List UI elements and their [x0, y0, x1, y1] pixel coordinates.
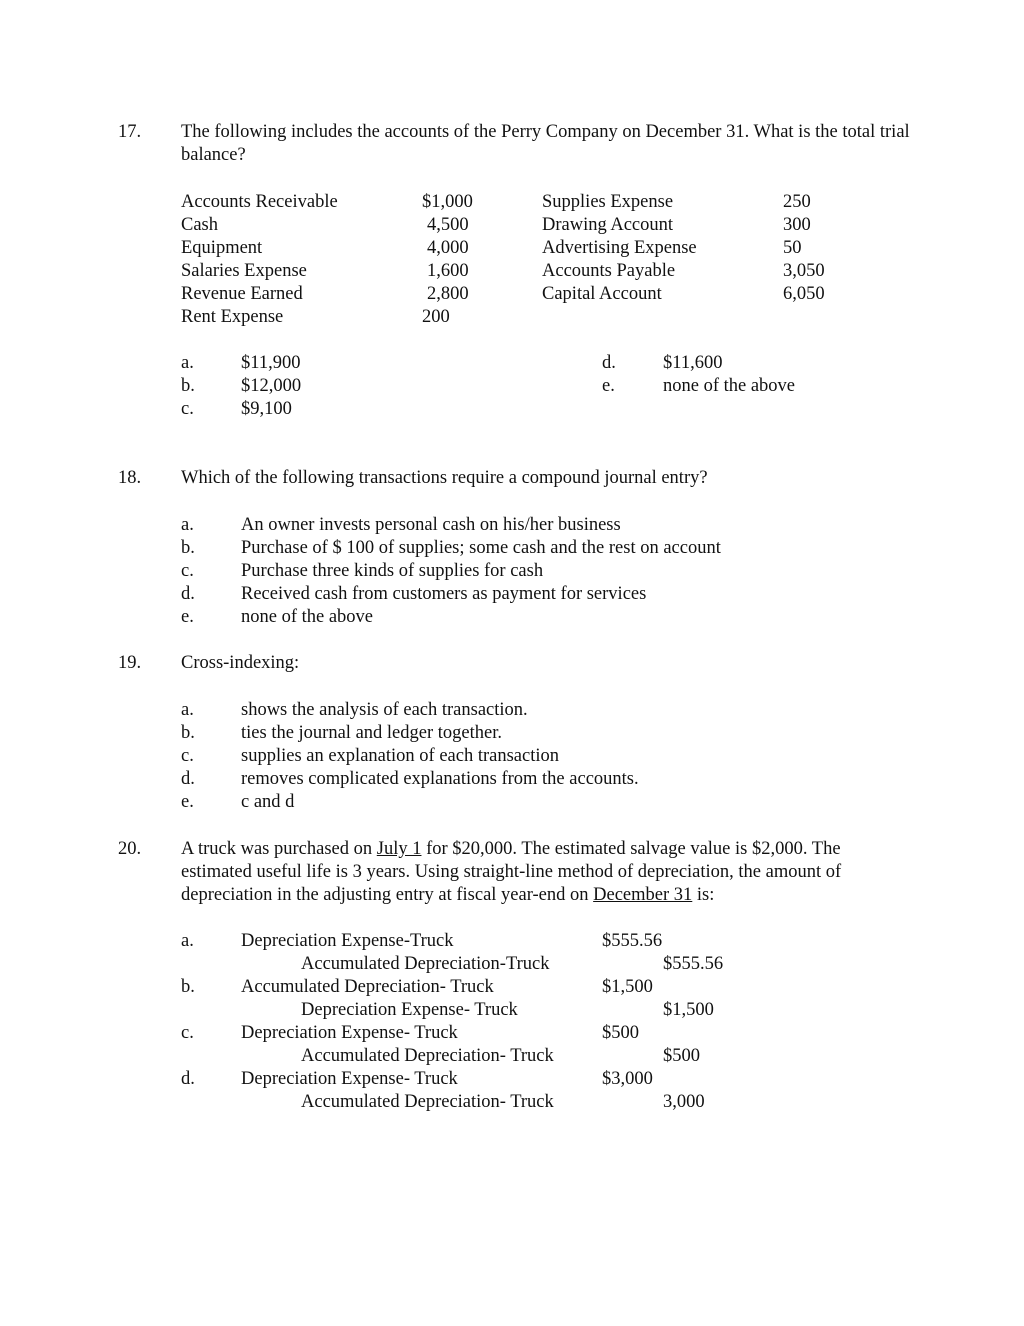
account-amount: $1,000 [422, 192, 473, 212]
option-text: supplies an explanation of each transaction [241, 746, 559, 766]
question-text: Cross-indexing: [181, 653, 300, 673]
option-letter: b. [181, 376, 195, 396]
account-amount: 300 [783, 215, 811, 235]
debit-amount: $3,000 [602, 1069, 653, 1089]
account-name: Rent Expense [181, 307, 284, 327]
debit-account: Accumulated Depreciation- Truck [241, 977, 494, 997]
debit-amount: $500 [602, 1023, 639, 1043]
option-letter: a. [181, 353, 194, 373]
option-text: $12,000 [241, 376, 302, 396]
option-letter: d. [181, 769, 195, 789]
debit-account: Depreciation Expense-Truck [241, 931, 454, 951]
credit-amount: 3,000 [663, 1092, 705, 1112]
option-letter: b. [181, 977, 195, 997]
option-letter: c. [181, 1023, 194, 1043]
option-text: shows the analysis of each transaction. [241, 700, 528, 720]
option-text: Purchase three kinds of supplies for cash [241, 561, 544, 581]
debit-amount: $555.56 [602, 931, 663, 951]
option-letter: e. [602, 376, 615, 396]
option-text: Purchase of $ 100 of supplies; some cash and the rest on account [241, 538, 721, 558]
account-name: Drawing Account [542, 215, 674, 235]
account-name: Capital Account [542, 284, 662, 304]
account-amount: 4,500 [427, 215, 469, 235]
account-amount: 3,050 [783, 261, 825, 281]
account-amount: 1,600 [427, 261, 469, 281]
option-text: An owner invests personal cash on his/her business [241, 515, 621, 535]
option-text: Received cash from customers as payment for services [241, 584, 647, 604]
account-name: Revenue Earned [181, 284, 303, 304]
option-text: $9,100 [241, 399, 292, 419]
account-name: Cash [181, 215, 218, 235]
text-segment: is: [692, 885, 715, 905]
option-text: removes complicated explanations from the accounts. [241, 769, 639, 789]
account-amount: 4,000 [427, 238, 469, 258]
account-name: Supplies Expense [542, 192, 674, 212]
option-letter: d. [181, 584, 195, 604]
credit-account: Accumulated Depreciation-Truck [301, 954, 550, 974]
question-number: 18. [118, 468, 142, 488]
option-text: c and d [241, 792, 295, 812]
option-letter: a. [181, 700, 194, 720]
account-amount: 6,050 [783, 284, 825, 304]
account-amount: 2,800 [427, 284, 469, 304]
debit-amount: $1,500 [602, 977, 653, 997]
option-letter: e. [181, 792, 194, 812]
credit-amount: $555.56 [663, 954, 724, 974]
underlined-date: July 1 [376, 839, 422, 859]
option-letter: c. [181, 399, 194, 419]
account-name: Equipment [181, 238, 263, 258]
question-text: Which of the following transactions require a compound journal entry? [181, 468, 708, 488]
option-letter: a. [181, 515, 194, 535]
debit-account: Depreciation Expense- Truck [241, 1023, 458, 1043]
text-segment: A truck was purchased on [181, 839, 377, 859]
credit-account: Accumulated Depreciation- Truck [301, 1046, 554, 1066]
account-amount: 200 [422, 307, 450, 327]
option-letter: c. [181, 746, 194, 766]
question-number: 20. [118, 839, 142, 859]
option-letter: c. [181, 561, 194, 581]
account-name: Advertising Expense [542, 238, 697, 258]
account-amount: 250 [783, 192, 811, 212]
option-text: $11,900 [241, 353, 301, 373]
question-text [181, 838, 911, 907]
account-name: Salaries Expense [181, 261, 307, 281]
option-letter: b. [181, 538, 195, 558]
credit-account: Accumulated Depreciation- Truck [301, 1092, 554, 1112]
option-letter: a. [181, 931, 194, 951]
option-letter: b. [181, 723, 195, 743]
option-letter: d. [181, 1069, 195, 1089]
question-number: 19. [118, 653, 142, 673]
option-text: none of the above [241, 607, 374, 627]
text-segment: for $20,000. The estimated salvage value is $2,000. The estimated useful life is 3 years. Using straight-line method of depreciation, the amount of depreciation in the adjusting entry at fiscal year-end on [181, 839, 842, 905]
account-name: Accounts Payable [542, 261, 676, 281]
account-name: Accounts Receivable [181, 192, 338, 212]
account-amount: 50 [783, 238, 802, 258]
credit-amount: $500 [663, 1046, 700, 1066]
option-letter: d. [602, 353, 616, 373]
option-text: none of the above [663, 376, 796, 396]
debit-account: Depreciation Expense- Truck [241, 1069, 458, 1089]
option-text: $11,600 [663, 353, 723, 373]
credit-amount: $1,500 [663, 1000, 714, 1020]
option-letter: e. [181, 607, 194, 627]
question-text: The following includes the accounts of the Perry Company on December 31. What is the total trial balance? [181, 122, 910, 165]
underlined-date: December 31 [593, 885, 693, 905]
question-number: 17. [118, 122, 142, 142]
option-text: ties the journal and ledger together. [241, 723, 502, 743]
credit-account: Depreciation Expense- Truck [301, 1000, 518, 1020]
